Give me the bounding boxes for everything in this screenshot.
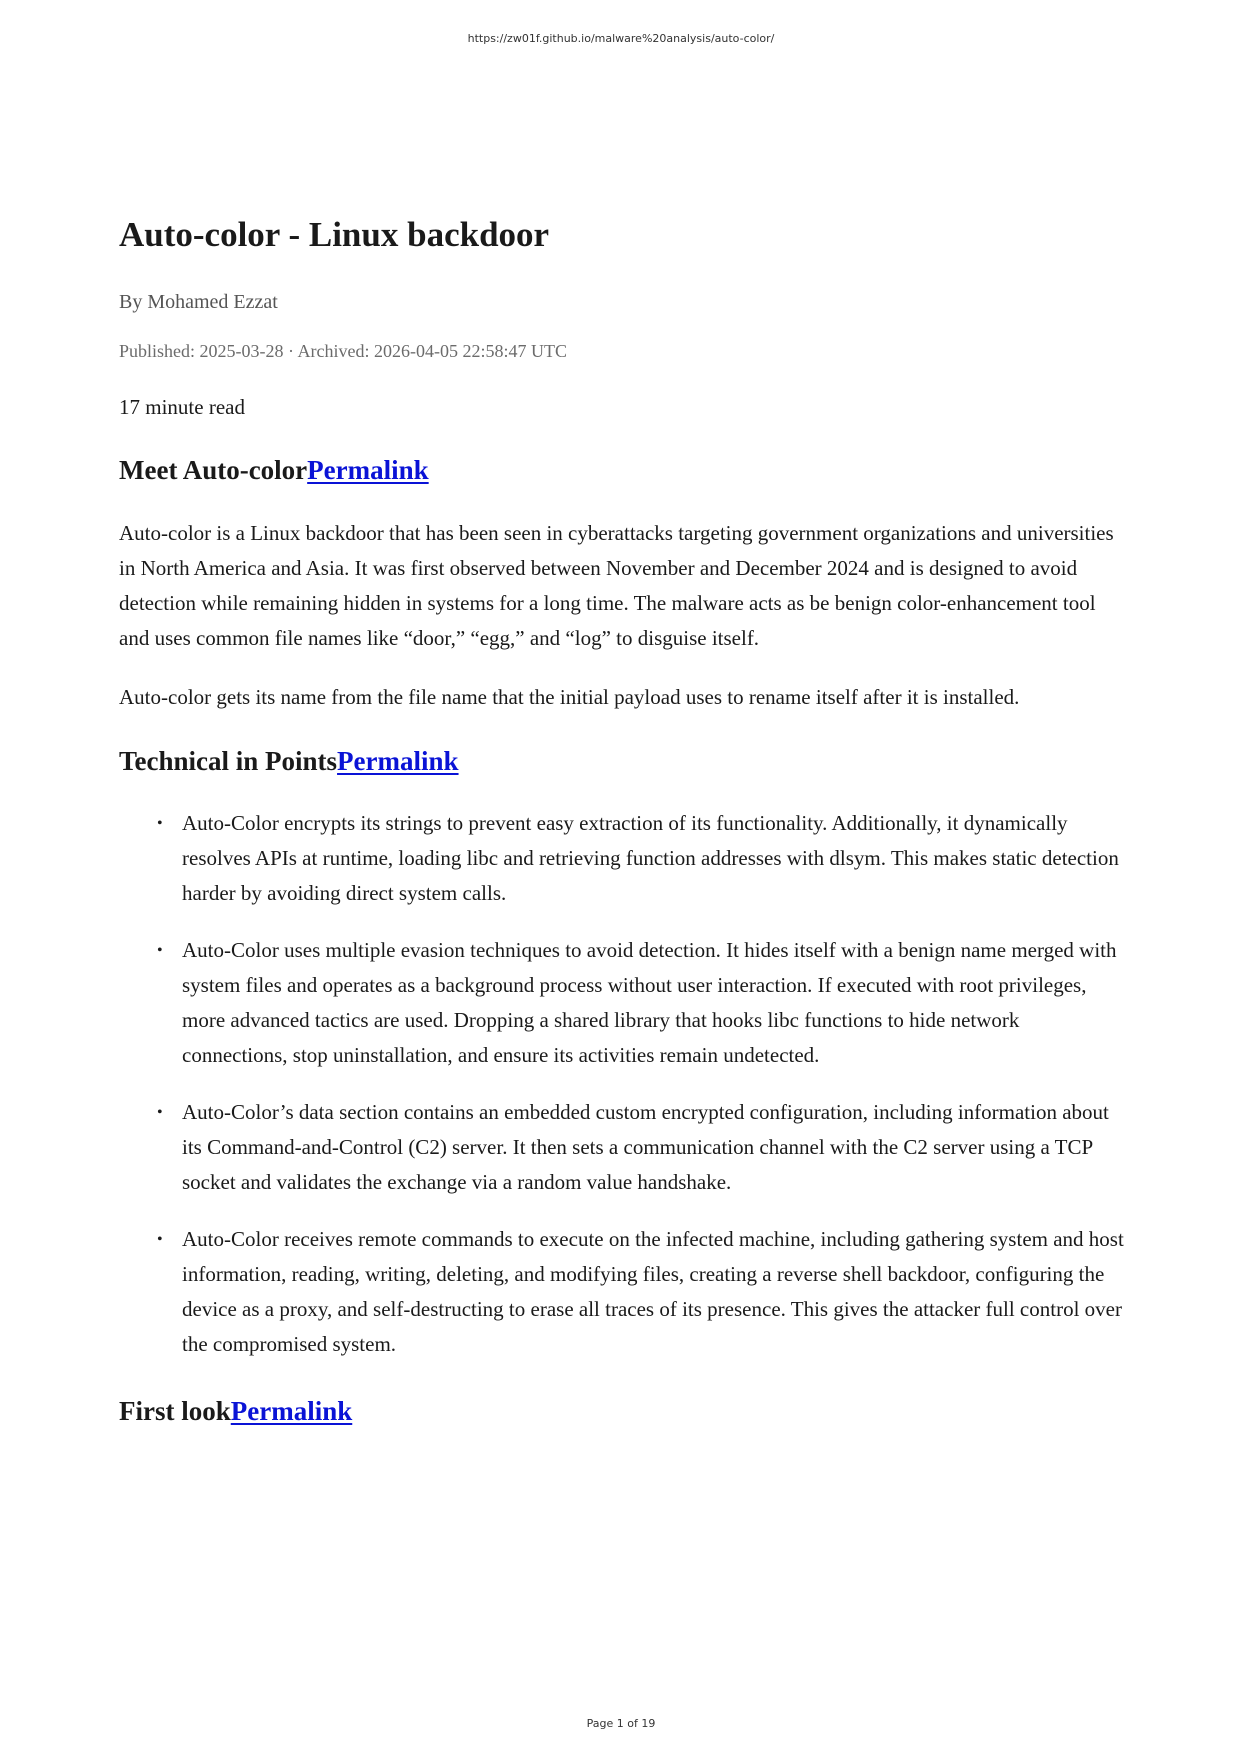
permalink-first-look[interactable]: Permalink <box>230 1396 353 1426</box>
bullet-icon: • <box>157 1231 163 1248</box>
list-item <box>119 1222 1129 1362</box>
bullet-icon: • <box>157 815 163 832</box>
list-item <box>119 806 1129 911</box>
list-item <box>119 1095 1129 1200</box>
section-heading-text: Meet Auto-color <box>119 455 308 485</box>
technical-points-list <box>119 806 1129 1384</box>
list-item-text: Auto-Color’s data section contains an embedded custom encrypted configuration, including information about its Command-and-Control (C2) server. It then sets a communication channel with the C2 server using a TCP socket and validates the exchange via a random value handshake. <box>182 1100 1109 1194</box>
bullet-icon: • <box>157 942 163 959</box>
paragraph-name-origin: Auto-color gets its name from the file name that the initial payload uses to rename itself after it is installed. <box>119 685 1020 709</box>
page-url: https://zw01f.github.io/malware%20analysis/auto-color/ <box>467 32 775 45</box>
permalink-technical-in-points[interactable]: Permalink <box>337 746 459 776</box>
bullet-icon: • <box>157 1104 163 1121</box>
paragraph-intro: Auto-color is a Linux backdoor that has been seen in cyberattacks targeting government organizations and universities in North America and Asia. It was first observed between November and December 2024 and is designed to avoid detection while remaining hidden in systems for a long time. The malware acts as be benign color-enhancement tool and uses common file names like “door,” “egg,” and “log” to disguise itself. <box>119 521 1114 650</box>
list-item-text: Auto-Color uses multiple evasion techniques to avoid detection. It hides itself with a benign name merged with system files and operates as a background process without user interaction. If executed with root privileges, more advanced tactics are used. Dropping a shared library that hooks libc functions to hide network connections, stop uninstallation, and ensure its activities remain undetected. <box>182 938 1117 1067</box>
section-heading-meet-auto-color <box>119 453 429 487</box>
list-item-text: Auto-Color encrypts its strings to prevent easy extraction of its functionality. Additionally, it dynamically resolves APIs at runtime, loading libc and retrieving function addresses with dlsym. This makes static detection harder by avoiding direct system calls. <box>182 811 1119 905</box>
section-heading-first-look <box>119 1394 352 1428</box>
author-byline: By Mohamed Ezzat <box>119 291 278 313</box>
section-heading-text: Technical in Points <box>119 746 338 776</box>
read-time: 17 minute read <box>119 395 245 419</box>
publication-meta: Published: 2025-03-28 · Archived: 2026-04-05 22:58:47 UTC <box>119 341 567 361</box>
section-heading-technical-in-points <box>119 744 459 778</box>
permalink-meet-auto-color[interactable]: Permalink <box>307 455 429 485</box>
section-heading-text: First look <box>119 1396 231 1426</box>
list-item <box>119 933 1129 1073</box>
page-number: Page 1 of 19 <box>586 1717 656 1730</box>
page-title: Auto-color - Linux backdoor <box>119 215 550 254</box>
list-item-text: Auto-Color receives remote commands to execute on the infected machine, including gathering system and host information, reading, writing, deleting, and modifying files, creating a reverse shell backdoor, configuring the device as a proxy, and self-destructing to erase all traces of its presence. This gives the attacker full control over the compromised system. <box>182 1227 1124 1356</box>
